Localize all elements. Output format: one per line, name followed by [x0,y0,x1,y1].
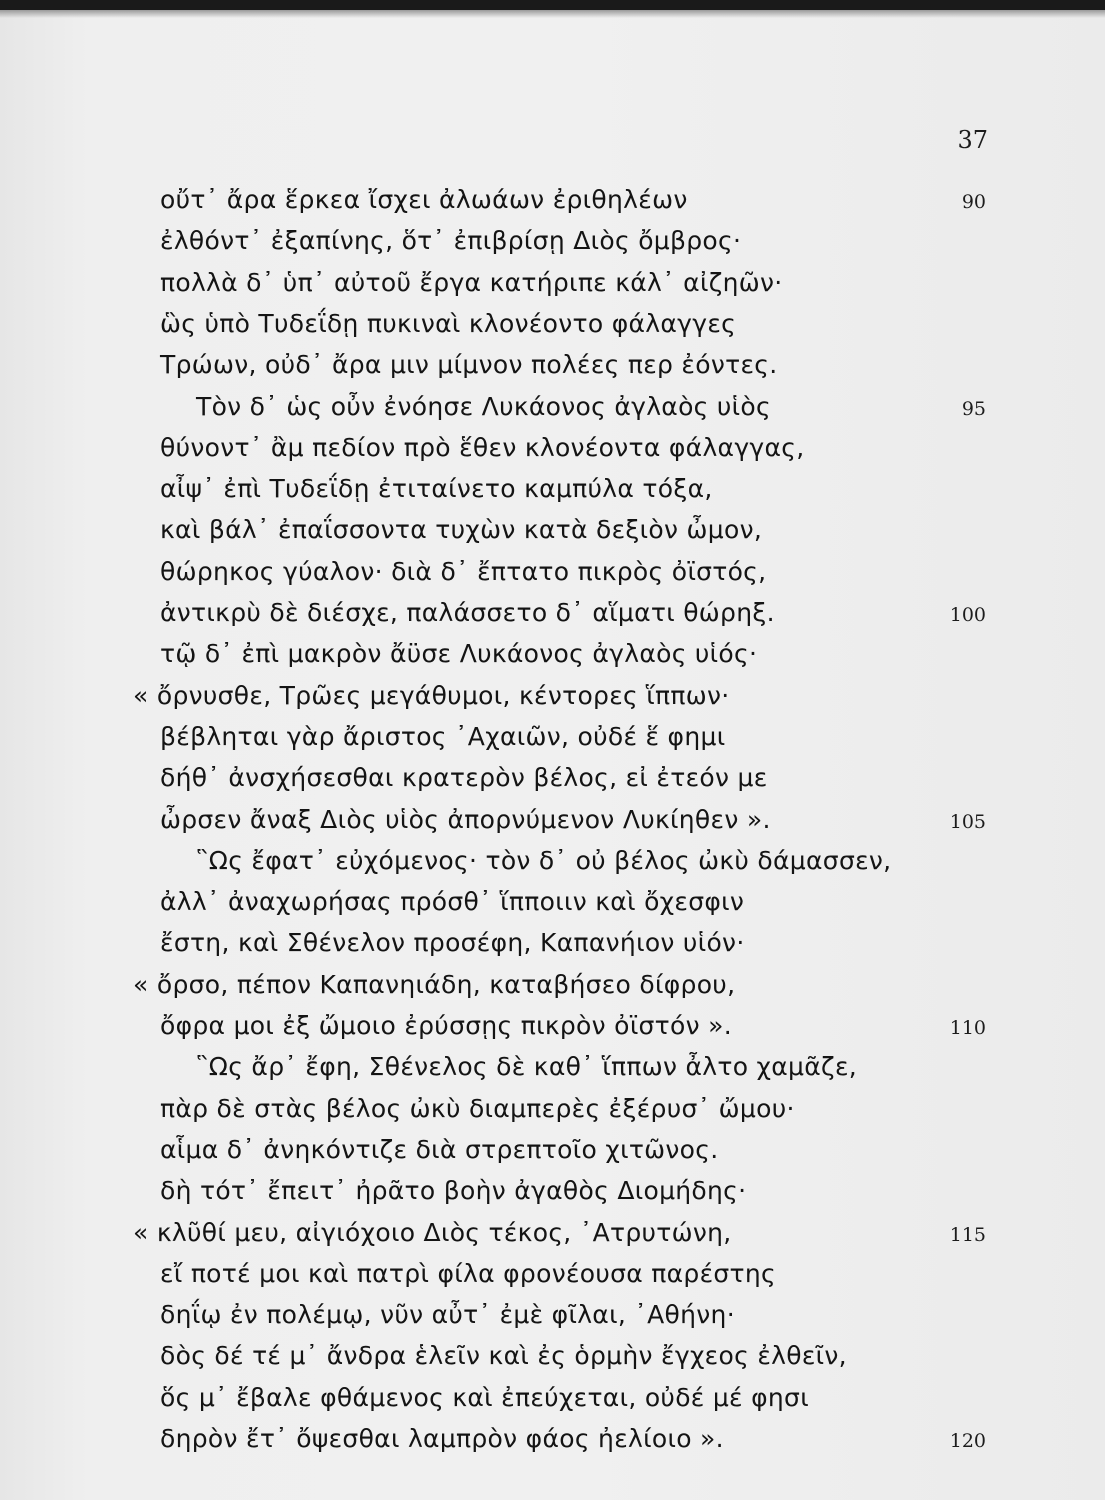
verse-text: δηΐῳ ἐν πολέμῳ, νῦν αὖτ᾽ ἐμὲ φῖλαι, ᾽Αθήνη· [160,1300,735,1330]
verse-text: δηρὸν ἔτ᾽ ὄψεσθαι λαμπρὸν φάος ἠελίοιο ». [160,1424,724,1453]
line-number: 110 [949,1017,986,1039]
verse-line [0,882,1105,926]
verse-text: εἴ ποτέ μοι καὶ πατρὶ φίλα φρονέουσα παρέστης [160,1258,777,1288]
verse-text: βέβληται γὰρ ἄριστος ᾽Αχαιῶν, οὐδέ ἕ φημι [160,721,726,751]
verse-line [0,221,1105,265]
line-number: 120 [949,1430,986,1452]
verse-text: δὸς δέ τέ μ᾽ ἄνδρα ἑλεῖν καὶ ἐς ὁρμὴν ἔγχεος ἐλθεῖν, [160,1341,847,1371]
line-number: 95 [961,397,986,420]
verse-text: Τὸν δ᾽ ὡς οὖν ἐνόησε Λυκάονος ἀγλαὸς υἱὸς [196,391,771,421]
line-number: 105 [949,810,986,833]
verse-text: πὰρ δὲ στὰς βέλος ὠκὺ διαμπερὲς ἐξέρυσ᾽ ὤμου· [160,1093,795,1123]
verse-text: δήθ᾽ ἀνσχήσεσθαι κρατερὸν βέλος, εἰ ἐτεόν με [160,763,768,793]
verse-line [0,1006,1105,1050]
verse-text: τῷ δ᾽ ἐπὶ μακρὸν ἄϋσε Λυκάονος ἀγλαὸς υἱός· [160,639,758,669]
verse-line [0,593,1105,637]
verse-line [0,510,1105,554]
line-number: 100 [949,604,986,626]
verse-text: αἷμα δ᾽ ἀνηκόντιζε διὰ στρεπτοῖο χιτῶνος. [160,1134,719,1164]
verse-line [0,1419,1105,1463]
verse-text: οὔτ᾽ ἄρα ἕρκεα ἴσχει ἀλωάων ἐριθηλέων [160,185,688,214]
verse-text: ἔστη, καὶ Σθένελον προσέφη, Καπανήιον υἱόν· [160,928,745,958]
verse-text: « κλῦθί μευ, αἰγιόχοιο Διὸς τέκος, ᾽Ατρυτώνη, [133,1217,732,1247]
verse-line [0,1295,1105,1339]
verse-text: ὅς μ᾽ ἔβαλε φθάμενος καὶ ἐπεύχεται, οὐδέ μέ φησι [160,1382,809,1412]
verse-text: ἀλλ᾽ ἀναχωρήσας πρόσθ᾽ ἵπποιιν καὶ ὄχεσφιν [160,887,745,917]
verse-text: ὣς ὑπὸ Τυδεΐδῃ πυκιναὶ κλονέοντο φάλαγγες [160,308,737,338]
verse-text: Τρώων, οὐδ᾽ ἄρα μιν μίμνον πολέες περ ἐόντες. [160,350,778,380]
verse-line [0,1089,1105,1133]
verse-line [0,965,1105,1009]
verse-line [0,387,1105,431]
line-number: 90 [961,191,986,213]
verse-text: « ὄρσο, πέπον Καπανηιάδη, καταβήσεο δίφρου, [133,969,736,999]
verse-text: ἐλθόντ᾽ ἐξαπίνης, ὅτ᾽ ἐπιβρίσῃ Διὸς ὄμβρος· [160,226,742,256]
verse-line [0,1254,1105,1298]
line-number: 115 [949,1223,986,1246]
verse-line [0,304,1105,348]
verse-text: ἀντικρὺ δὲ διέσχε, παλάσσετο δ᾽ αἵματι θώρηξ. [160,598,775,627]
verse-line [0,800,1105,844]
page-top-shadow [0,10,1105,18]
verse-line [0,345,1105,389]
verse-text: ῝Ως ἔφατ᾽ εὐχόμενος· τὸν δ᾽ οὐ βέλος ὠκὺ δάμασσεν, [196,845,892,875]
page-number: 37 [957,126,988,154]
verse-line [0,1130,1105,1174]
verse-text: θύνοντ᾽ ἂμ πεδίον πρὸ ἕθεν κλονέοντα φάλαγγας, [160,432,805,462]
verse-line [0,469,1105,513]
page-top-edge [0,0,1105,10]
verse-text: θώρηκος γύαλον· διὰ δ᾽ ἔπτατο πικρὸς ὀϊστός, [160,556,767,586]
verse-line [0,676,1105,720]
verse-line [0,180,1105,224]
verse-line [0,923,1105,967]
verse-line [0,1171,1105,1215]
verse-line [0,552,1105,596]
verse-text: ὄφρα μοι ἐξ ὤμοιο ἐρύσσῃς πικρὸν ὀϊστόν ». [160,1011,732,1040]
verse-line [0,263,1105,307]
verse-text: « ὄρνυσθε, Τρῶες μεγάθυμοι, κέντορες ἵππων· [133,680,730,710]
verse-text: δὴ τότ᾽ ἔπειτ᾽ ἠρᾶτο βοὴν ἀγαθὸς Διομήδης· [160,1176,747,1206]
verse-text: αἶψ᾽ ἐπὶ Τυδεΐδῃ ἐτιταίνετο καμπύλα τόξα, [160,474,713,504]
verse-line [0,1336,1105,1380]
verse-line [0,1047,1105,1091]
verse-line [0,717,1105,761]
verse-line [0,758,1105,802]
verse-line [0,634,1105,678]
verse-line [0,1213,1105,1257]
verse-line [0,1378,1105,1422]
verse-text: ῝Ως ἄρ᾽ ἔφη, Σθένελος δὲ καθ᾽ ἵππων ἆλτο χαμᾶζε, [196,1052,858,1082]
verse-line [0,428,1105,472]
verse-text: καὶ βάλ᾽ ἐπαΐσσοντα τυχὼν κατὰ δεξιὸν ὦμον, [160,515,763,545]
verse-text: ὦρσεν ἄναξ Διὸς υἱὸς ἀπορνύμενον Λυκίηθεν ». [160,804,771,834]
verse-text: πολλὰ δ᾽ ὑπ᾽ αὐτοῦ ἔργα κατήριπε κάλ᾽ αἰζηῶν· [160,267,783,297]
verse-line [0,841,1105,885]
